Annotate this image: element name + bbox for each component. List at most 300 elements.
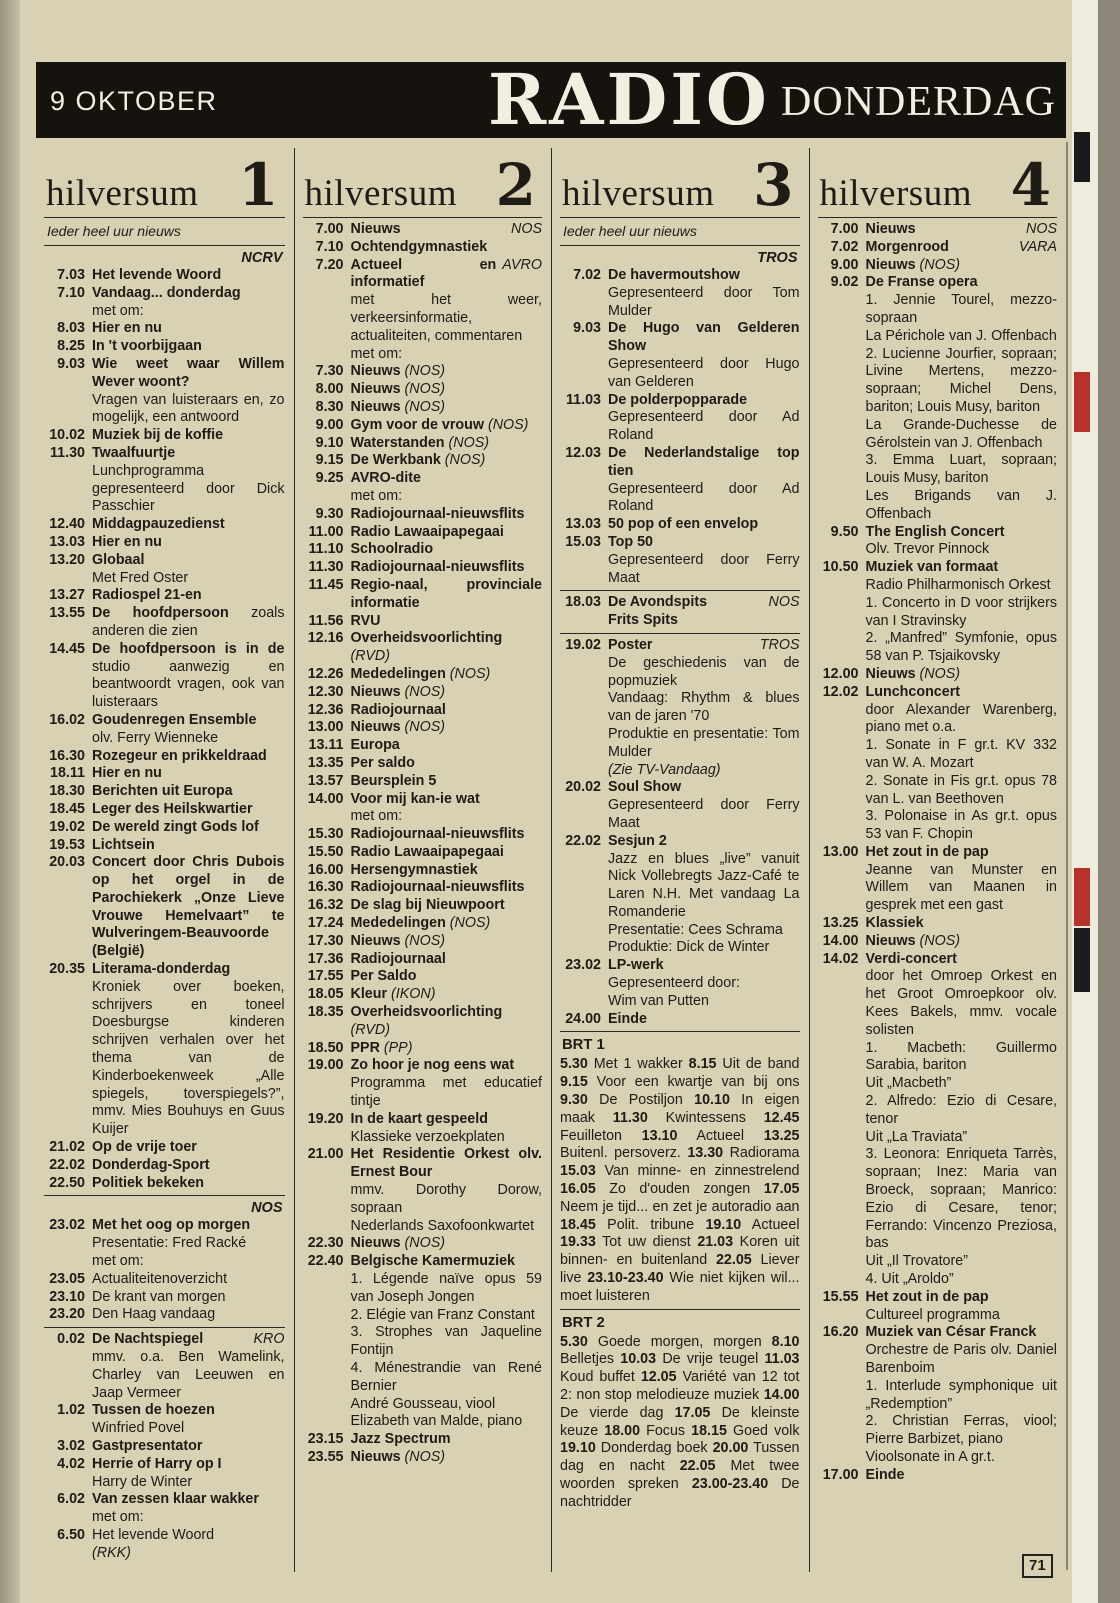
program-title: Radio Lawaaipapegaai (350, 523, 504, 540)
program-title: Politiek bekeken (92, 1174, 205, 1191)
program-time: 8.30 (315, 398, 344, 415)
program-body (608, 320, 800, 391)
program-time: 12.00 (822, 665, 859, 682)
program-time: 15.03 (565, 533, 601, 550)
program-time: 14.45 (49, 640, 85, 657)
program-time: 14.02 (822, 950, 859, 967)
brt-time: 23.10-23.40 (587, 1270, 664, 1287)
program-entry (818, 666, 1058, 684)
program-time: 17.24 (307, 915, 344, 932)
program-time: 13.27 (49, 587, 85, 604)
program-entry (818, 1467, 1058, 1485)
program-title: Overheidsvoorlichting (350, 1004, 503, 1021)
program-time: 9.03 (57, 355, 85, 372)
program-body (866, 274, 1058, 523)
brt-time: 19.33 (560, 1234, 596, 1251)
broadcaster-suffix: (NOS) (400, 683, 446, 700)
brt-time: 15.03 (560, 1163, 596, 1180)
program-title: Verdi-concert (865, 950, 957, 967)
program-time: 18.30 (49, 783, 85, 800)
program-time: 23.20 (49, 1306, 85, 1323)
program-entry (44, 748, 285, 766)
network-tag: AVRO (502, 256, 542, 273)
program-entry (303, 1057, 543, 1110)
program-title: Van zessen klaar wakker (92, 1491, 259, 1508)
program-body (92, 320, 285, 338)
program-body (608, 267, 800, 320)
program-body (92, 356, 285, 427)
program-time: 7.02 (830, 238, 859, 255)
program-title: De Nederlandstalige top tien (608, 444, 800, 479)
program-desc: Olv. Trevor Pinnock (865, 541, 990, 558)
program-title: Nieuws (350, 719, 401, 736)
program-title: Poster (608, 636, 653, 653)
program-title: De Werkbank (350, 452, 441, 469)
program-entry (303, 844, 543, 862)
program-desc: Met Fred Oster (92, 569, 189, 586)
program-entry (44, 1331, 285, 1402)
program-title: Radio Lawaaipapegaai (350, 843, 504, 860)
program-desc: Lunchprogramma gepresenteerd door Dick Passchier (92, 462, 285, 515)
program-entry (303, 417, 543, 435)
program-entry (44, 267, 285, 285)
program-time: 7.02 (573, 267, 601, 283)
brt-time: 12.45 (763, 1109, 800, 1126)
page-right-rule (1066, 142, 1068, 1570)
program-body (351, 506, 543, 524)
program-entry (303, 951, 543, 969)
program-body (351, 399, 543, 417)
station-number: 2 (495, 151, 536, 219)
station-name: hilversum (562, 173, 715, 214)
brt-time: 16.05 (560, 1181, 596, 1198)
program-body (92, 1402, 285, 1438)
program-title: Nieuws (350, 363, 401, 380)
brt-time: 9.15 (560, 1074, 588, 1091)
station-column-4 (809, 148, 1067, 1572)
broadcaster-suffix: (RVD) (350, 648, 390, 665)
divider (44, 1327, 285, 1328)
program-entry (303, 1004, 543, 1040)
news-note: Ieder heel uur nieuws (563, 223, 697, 239)
program-entry (303, 986, 543, 1004)
program-time: 13.35 (307, 754, 344, 771)
program-entry (303, 737, 543, 755)
program-desc: Uit „Macbeth” (865, 1075, 952, 1092)
program-title: Het levende Woord (92, 1526, 215, 1543)
program-desc: Uit „La Traviata” (865, 1128, 968, 1145)
program-body (92, 961, 285, 1139)
program-entry (303, 826, 543, 844)
program-title: Schoolradio (350, 541, 434, 558)
program-desc: 3. Polonaise in As gr.t. opus 53 van F. Chopin (865, 808, 1057, 843)
program-time: 9.50 (830, 523, 859, 540)
program-body (351, 1253, 543, 1431)
program-entry (303, 363, 543, 381)
program-entry (303, 435, 543, 453)
program-time: 18.03 (565, 594, 601, 611)
program-time: 22.02 (565, 832, 601, 849)
program-title: Het Residentie Orkest olv. Ernest Bour (350, 1146, 542, 1181)
program-title: Hier en nu (92, 533, 162, 550)
program-title: Europa (350, 737, 400, 754)
program-body (608, 833, 800, 958)
program-time: 10.50 (822, 559, 859, 576)
program-time: 18.35 (307, 1004, 344, 1021)
program-entry (303, 506, 543, 524)
program-title: Top 50 (608, 533, 654, 550)
program-time: 3.02 (57, 1438, 85, 1454)
program-time: 19.02 (565, 636, 601, 653)
program-entry (44, 837, 285, 855)
program-desc: 2. Elégie van Franz Constant (350, 1306, 535, 1323)
program-time: 18.50 (307, 1039, 344, 1056)
program-body (608, 516, 800, 534)
program-desc: Nederlands Saxofoonkwartet (350, 1217, 535, 1234)
program-title: Het zout in de pap (865, 1288, 989, 1305)
program-title: LP-werk (608, 957, 664, 974)
program-time: 16.00 (307, 861, 344, 878)
program-title: Lunchconcert (865, 683, 961, 700)
program-body (351, 630, 543, 666)
program-body (92, 1289, 285, 1307)
program-body (608, 637, 800, 779)
program-entry (560, 392, 800, 445)
station-column-1 (36, 148, 294, 1572)
program-title: Literama-donderdag (92, 961, 231, 978)
program-time: 23.10 (49, 1288, 85, 1305)
scan-background-right (1098, 0, 1120, 1603)
program-entry (818, 933, 1058, 951)
brt-time: 19.10 (705, 1216, 742, 1233)
program-body (92, 801, 285, 819)
program-body (92, 285, 285, 321)
program-body (351, 879, 543, 897)
program-body (866, 684, 1058, 844)
program-entry (818, 524, 1058, 560)
program-time: 7.00 (830, 221, 859, 237)
program-time: 20.35 (49, 961, 85, 978)
program-title: Radiojournaal-nieuwsflits (350, 826, 525, 843)
program-body (351, 559, 543, 577)
program-title: Nieuws (865, 665, 916, 682)
program-desc: 1. Concerto in D voor strijkers van I Stravinsky (865, 594, 1057, 629)
program-title: Zo hoor je nog eens wat (350, 1057, 515, 1074)
program-title: Nieuws (350, 381, 401, 398)
program-body (92, 1175, 285, 1193)
program-title: De Avondspits (608, 594, 708, 611)
program-time: 17.00 (822, 1466, 859, 1483)
program-time: 8.03 (57, 320, 85, 337)
program-entry (44, 712, 285, 748)
program-body (351, 541, 543, 559)
program-body (92, 587, 285, 605)
station-name: hilversum (819, 173, 972, 214)
program-time: 8.00 (315, 381, 344, 398)
brt-time: 8.15 (688, 1056, 717, 1073)
broadcaster-suffix: (RVD) (350, 1021, 390, 1038)
program-title: De hoofdpersoon (92, 605, 229, 622)
program-entry (560, 267, 800, 320)
program-time: 9.15 (315, 452, 344, 469)
program-entry (560, 833, 800, 958)
program-time: 7.03 (57, 267, 85, 283)
program-title: Actueel en informatief (350, 256, 497, 291)
network-label: NCRV (241, 250, 283, 266)
program-body (351, 363, 543, 381)
brt-time: 18.00 (604, 1422, 641, 1439)
program-title: Concert door Chris Dubois op het orgel in de Parochiekerk „Onze Lieve Vrouwe Hemelvaart” te Wulveringem-Beauvoorde (België) (92, 854, 285, 960)
program-desc: met om: (92, 1509, 144, 1526)
program-time: 13.55 (49, 605, 85, 622)
program-time: 17.36 (307, 950, 344, 967)
program-time: 11.45 (308, 576, 344, 593)
program-body (92, 819, 285, 837)
program-columns (36, 148, 1066, 1572)
scan-artifact (1074, 372, 1090, 432)
network-label: NOS (251, 1200, 283, 1217)
program-body (92, 1491, 285, 1527)
program-body (351, 719, 543, 737)
brt-time: 13.30 (687, 1145, 724, 1162)
brt-time: 23.00-23.40 (691, 1476, 769, 1492)
program-title: De Franse opera (865, 274, 978, 291)
program-desc: Cultureel programma (865, 1306, 1000, 1323)
program-time: 23.02 (49, 1217, 85, 1234)
program-time: 14.00 (307, 790, 344, 807)
brt-time: 21.03 (697, 1234, 734, 1251)
program-desc: 2. Christian Ferras, viool; Pierre Barbizet, piano (865, 1413, 1057, 1448)
page-edge-left (0, 0, 20, 1603)
program-body (351, 452, 543, 470)
program-body (608, 594, 800, 630)
program-title: Het levende Woord (92, 267, 222, 283)
network-tag: NOS (511, 221, 542, 237)
program-desc: 3. Strophes van Jaqueline Fontijn (350, 1324, 542, 1359)
program-entry (44, 819, 285, 837)
brt-schedule: 5.30 Goede morgen, morgen 8.10 Belletjes 10.03 De vrije teugel 11.03 Koud buffet 12.05 Variété van 12 tot 2: non stop melodieuze muziek 14.00 De vierde dag 17.05 De kleinste keuze 18.00 Focus 18.15 Goed volk 19.10 Donderdag boek 20.00 Tussen dag en nacht 22.05 Met twee woorden spreken 23.00-23.40 De nachtridder (560, 1333, 800, 1510)
program-title: Wie weet waar Willem Wever woont? (92, 355, 285, 390)
scan-artifact (1074, 868, 1090, 926)
program-entry (44, 641, 285, 712)
program-desc: Gepresenteerd door Ad Roland (608, 409, 800, 444)
page-edge-right (1072, 0, 1098, 1603)
brt-time: 8.10 (771, 1333, 800, 1350)
program-body (351, 755, 543, 773)
program-title: Berichten uit Europa (92, 783, 233, 800)
program-entry (44, 605, 285, 641)
broadcaster-suffix: (NOS) (400, 1448, 446, 1465)
program-title: De wereld zingt Gods lof (92, 818, 259, 835)
station-name: hilversum (46, 173, 199, 214)
program-time: 11.00 (308, 523, 344, 540)
brt-time: 12.05 (640, 1369, 677, 1386)
program-time: 23.15 (307, 1431, 344, 1448)
program-body (608, 392, 800, 445)
program-desc: Produktie en presentatie: Tom Mulder (608, 725, 800, 760)
program-desc: olv. Ferry Wienneke (92, 729, 219, 746)
program-body (351, 773, 543, 791)
divider (560, 633, 800, 634)
program-desc: Vioolsonate in A gr.t. (865, 1448, 995, 1465)
program-title: Radiojournaal (350, 950, 446, 967)
broadcaster-suffix: (NOS) (400, 932, 446, 949)
program-title: Regio-naal, provinciale informatie (350, 576, 542, 611)
program-title: Nieuws (350, 398, 401, 415)
program-desc: Frits Spits (608, 612, 678, 629)
program-time: 15.50 (307, 843, 344, 860)
program-title: De havermoutshow (608, 267, 740, 283)
program-body (866, 239, 1058, 257)
brt-time: 13.10 (641, 1127, 678, 1144)
broadcaster-suffix: (NOS) (400, 1235, 446, 1252)
program-desc: mmv. o.a. Ben Wamelink, Charley van Leeuwen en Jaap Vermeer (92, 1349, 285, 1401)
program-entry (560, 594, 800, 630)
program-body (351, 1449, 543, 1467)
program-title: Morgenrood (865, 238, 949, 255)
program-body (351, 435, 543, 453)
date-label: 9 OKTOBER (50, 86, 218, 116)
program-time: 7.20 (315, 256, 344, 273)
program-title: Radiojournaal-nieuwsflits (350, 505, 525, 522)
program-body (351, 915, 543, 933)
program-body (92, 427, 285, 445)
network-tag: NOS (768, 594, 800, 611)
program-entry (560, 779, 800, 832)
program-entry (303, 221, 543, 239)
program-entry (44, 552, 285, 588)
broadcaster-suffix: (NOS) (915, 256, 961, 273)
program-time: 22.40 (307, 1253, 344, 1270)
program-entry (818, 915, 1058, 933)
program-desc: Orchestre de Paris olv. Daniel Barenboim (865, 1342, 1057, 1376)
program-desc: Jeanne van Munster en Willem van Maanen in gesprek met een gast (865, 861, 1057, 914)
program-body (92, 445, 285, 516)
program-body (351, 1431, 543, 1449)
station-header (560, 148, 800, 219)
program-title: Muziek van formaat (865, 559, 999, 576)
program-entry (44, 534, 285, 552)
program-body (866, 524, 1058, 560)
program-body (92, 1438, 285, 1456)
program-entry (303, 1235, 543, 1253)
program-title: Klassiek (865, 915, 924, 932)
program-body (351, 666, 543, 684)
program-time: 8.25 (57, 338, 85, 355)
program-desc: La Grande-Duchesse de Gérolstein van J. Offenbach (865, 416, 1057, 451)
program-time: 11.30 (308, 559, 344, 576)
program-body (866, 257, 1058, 275)
program-body (92, 516, 285, 534)
broadcaster-suffix: (NOS) (915, 665, 961, 682)
program-time: 7.10 (315, 238, 344, 255)
program-desc: 1. Légende naïve opus 59 van Joseph Jongen (350, 1271, 542, 1305)
program-time: 12.02 (822, 683, 859, 700)
program-entry (303, 755, 543, 773)
program-entry (303, 559, 543, 577)
program-desc: Harry de Winter (92, 1473, 193, 1490)
program-title: Kleur (350, 986, 388, 1003)
brt-time: 10.10 (694, 1092, 730, 1109)
program-time: 12.30 (307, 683, 344, 700)
program-time: 20.02 (565, 779, 601, 796)
program-body (92, 1157, 285, 1175)
program-entry (560, 320, 800, 391)
program-body (351, 702, 543, 720)
program-body (351, 1057, 543, 1110)
program-desc: André Gousseau, viool (350, 1395, 496, 1412)
program-entry (560, 637, 800, 779)
program-title: Globaal (92, 551, 145, 568)
program-body (92, 605, 285, 641)
program-desc: Gepresenteerd door Tom Mulder (608, 284, 800, 319)
program-body (866, 951, 1058, 1289)
program-desc: met om: (350, 345, 403, 362)
program-entry (44, 445, 285, 516)
station-number: 4 (1010, 151, 1051, 219)
program-title: Vandaag... donderdag (92, 284, 241, 301)
program-body (92, 854, 285, 961)
program-time: 21.02 (49, 1139, 85, 1156)
program-time: 16.30 (49, 747, 85, 764)
program-entry (560, 957, 800, 1010)
program-desc: Gepresenteerd door Ferry Maat (608, 551, 800, 586)
brt-time: 17.05 (674, 1404, 711, 1421)
program-time: 18.45 (49, 800, 85, 817)
network-tag: TROS (759, 636, 800, 653)
program-desc: 2. Lucienne Jourfier, sopraan; Livine Mertens, mezzo-sopraan; Michel Dens, bariton; Louis Musy, bariton (865, 345, 1057, 415)
program-entry (44, 1271, 285, 1289)
program-time: 11.30 (50, 444, 85, 461)
divider (560, 245, 800, 246)
program-title: Nieuws (865, 221, 916, 237)
program-title: Actualiteitenoverzicht (92, 1270, 228, 1287)
scan-artifact (1074, 132, 1090, 182)
broadcaster-suffix: (NOS) (440, 452, 486, 469)
program-desc: Kroniek over boeken, schrijvers en toneel Doesburgse kinderen schrijven verhalen over het thema van de Kinderboekenweek „Alle spiegels, toverspiegels?”, mmv. Mies Bouhuys en Guus Kuijer (92, 978, 285, 1138)
station-number: 3 (753, 151, 794, 219)
program-time: 9.00 (830, 256, 859, 273)
program-title: Rozegeur en prikkeldraad (92, 747, 267, 764)
program-entry (44, 1217, 285, 1270)
program-title: Met het oog op morgen (92, 1217, 251, 1234)
program-body (92, 765, 285, 783)
program-title: Goudenregen Ensemble (92, 711, 257, 728)
program-title: Radiojournaal-nieuwsflits (350, 879, 525, 896)
program-entry (818, 221, 1058, 239)
program-desc: Gepresenteerd door: (608, 975, 740, 992)
program-title: The English Concert (865, 523, 1005, 540)
program-time: 12.03 (565, 444, 601, 461)
program-time: 13.03 (49, 533, 85, 550)
program-entry (44, 516, 285, 534)
broadcaster-suffix: (NOS) (400, 719, 446, 736)
program-entry (303, 1040, 543, 1058)
program-time: 6.50 (57, 1526, 85, 1543)
network-tag: NOS (1026, 221, 1057, 237)
program-desc: Presentatie: Cees Schrama (608, 921, 783, 938)
program-title: Einde (865, 1466, 905, 1483)
station-header (303, 148, 543, 219)
broadcaster-suffix: (NOS) (915, 932, 961, 949)
program-body (351, 791, 543, 827)
program-body (866, 1324, 1058, 1466)
program-entry (44, 320, 285, 338)
program-title: Hier en nu (92, 320, 162, 337)
news-note: Ieder heel uur nieuws (47, 223, 181, 239)
brt-heading: BRT 2 (562, 1314, 605, 1331)
program-time: 23.55 (307, 1448, 344, 1465)
